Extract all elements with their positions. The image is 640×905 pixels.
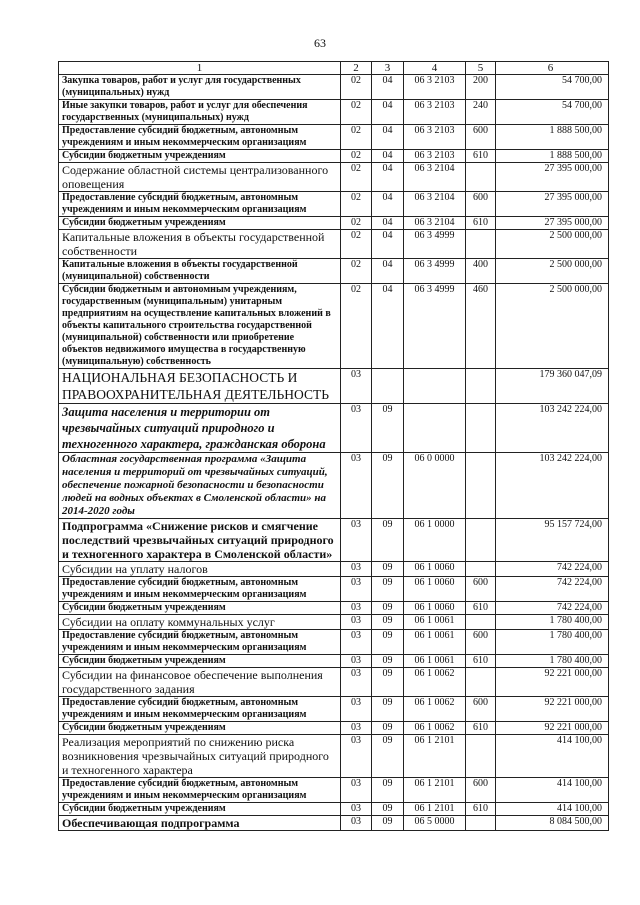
row-subsection-cell: 09 — [372, 602, 404, 615]
table-header-row — [59, 62, 609, 75]
row-target-code-cell: 06 1 0062 — [404, 697, 466, 722]
row-amount-cell: 92 221 000,00 — [496, 722, 609, 735]
row-subsection-cell: 04 — [372, 192, 404, 217]
row-expense-type-cell: 600 — [466, 778, 496, 803]
row-name-cell: Защита населения и территории от чрезвычайных ситуаций природного и техногенного характера, гражданская оборона — [59, 404, 341, 453]
table-row — [59, 453, 609, 519]
row-section-cell: 03 — [341, 816, 372, 831]
row-subsection-cell: 04 — [372, 217, 404, 230]
row-target-code-cell: 06 1 0061 — [404, 630, 466, 655]
row-name-cell: Субсидии бюджетным учреждениям — [59, 803, 341, 816]
row-expense-type-cell: 610 — [466, 803, 496, 816]
row-subsection-cell: 09 — [372, 668, 404, 697]
row-target-code-cell — [404, 404, 466, 453]
row-subsection-cell: 04 — [372, 75, 404, 100]
row-expense-type-cell — [466, 369, 496, 404]
header-col-1: 1 — [59, 62, 341, 75]
row-section-cell: 03 — [341, 655, 372, 668]
row-section-cell: 03 — [341, 697, 372, 722]
row-target-code-cell: 06 1 2101 — [404, 778, 466, 803]
row-name-cell: Субсидии на оплату коммунальных услуг — [59, 615, 341, 630]
row-subsection-cell: 09 — [372, 655, 404, 668]
row-target-code-cell: 06 3 2104 — [404, 163, 466, 192]
table-row — [59, 602, 609, 615]
row-target-code-cell: 06 1 0062 — [404, 722, 466, 735]
row-amount-cell: 27 395 000,00 — [496, 217, 609, 230]
row-name-cell: Субсидии бюджетным и автономным учреждениям, государственным (муниципальным) унитарным предприятиям на осуществление капитальных вложений в объекты капитального строительства государственной (муниципальной) собственности или приобретение объектов недвижимого имущества в государственную (муниципальную) собственность — [59, 284, 341, 369]
table-row — [59, 404, 609, 453]
row-expense-type-cell — [466, 816, 496, 831]
table-row — [59, 125, 609, 150]
row-name-cell: Субсидии бюджетным учреждениям — [59, 722, 341, 735]
row-target-code-cell: 06 1 0062 — [404, 668, 466, 697]
row-subsection-cell: 09 — [372, 562, 404, 577]
table-row — [59, 735, 609, 778]
row-target-code-cell: 06 1 0061 — [404, 655, 466, 668]
row-subsection-cell: 04 — [372, 125, 404, 150]
row-section-cell: 02 — [341, 284, 372, 369]
row-amount-cell: 27 395 000,00 — [496, 192, 609, 217]
row-expense-type-cell — [466, 163, 496, 192]
row-target-code-cell: 06 3 2103 — [404, 125, 466, 150]
row-subsection-cell: 09 — [372, 803, 404, 816]
row-subsection-cell: 04 — [372, 163, 404, 192]
row-target-code-cell: 06 1 0061 — [404, 615, 466, 630]
row-target-code-cell — [404, 369, 466, 404]
row-subsection-cell: 09 — [372, 577, 404, 602]
row-name-cell: Предоставление субсидий бюджетным, автономным учреждениям и иным некоммерческим организациям — [59, 697, 341, 722]
table-row — [59, 369, 609, 404]
row-target-code-cell: 06 1 0060 — [404, 562, 466, 577]
row-subsection-cell: 09 — [372, 778, 404, 803]
row-section-cell: 03 — [341, 803, 372, 816]
row-section-cell: 03 — [341, 668, 372, 697]
row-target-code-cell: 06 1 2101 — [404, 735, 466, 778]
budget-table — [58, 61, 609, 831]
row-name-cell: Областная государственная программа «Защита населения и территорий от чрезвычайных ситуаций, обеспечение пожарной безопасности и безопасности людей на водных объектах в Смоленской области» на 2014-2020 годы — [59, 453, 341, 519]
row-name-cell: Содержание областной системы централизованного оповещения — [59, 163, 341, 192]
table-row — [59, 519, 609, 562]
row-target-code-cell: 06 5 0000 — [404, 816, 466, 831]
row-target-code-cell: 06 3 2104 — [404, 192, 466, 217]
table-row — [59, 75, 609, 100]
row-expense-type-cell — [466, 562, 496, 577]
table-row — [59, 192, 609, 217]
row-name-cell: Субсидии бюджетным учреждениям — [59, 655, 341, 668]
row-name-cell: Предоставление субсидий бюджетным, автономным учреждениям и иным некоммерческим организациям — [59, 192, 341, 217]
row-target-code-cell: 06 1 0000 — [404, 519, 466, 562]
row-expense-type-cell — [466, 404, 496, 453]
row-expense-type-cell: 400 — [466, 259, 496, 284]
row-target-code-cell: 06 3 4999 — [404, 284, 466, 369]
row-name-cell: Подпрограмма «Снижение рисков и смягчение последствий чрезвычайных ситуаций природного и техногенного характера в Смоленской области» — [59, 519, 341, 562]
row-subsection-cell — [372, 369, 404, 404]
row-expense-type-cell: 600 — [466, 577, 496, 602]
header-col-3: 3 — [372, 62, 404, 75]
row-section-cell: 03 — [341, 778, 372, 803]
row-expense-type-cell: 200 — [466, 75, 496, 100]
row-section-cell: 03 — [341, 630, 372, 655]
row-target-code-cell: 06 3 2103 — [404, 75, 466, 100]
row-expense-type-cell: 610 — [466, 655, 496, 668]
row-expense-type-cell: 600 — [466, 125, 496, 150]
row-subsection-cell: 09 — [372, 615, 404, 630]
row-amount-cell: 92 221 000,00 — [496, 697, 609, 722]
row-amount-cell: 103 242 224,00 — [496, 404, 609, 453]
row-target-code-cell: 06 0 0000 — [404, 453, 466, 519]
table-row — [59, 217, 609, 230]
row-expense-type-cell — [466, 519, 496, 562]
row-subsection-cell: 04 — [372, 230, 404, 259]
row-target-code-cell: 06 3 2103 — [404, 150, 466, 163]
row-name-cell: Субсидии на уплату налогов — [59, 562, 341, 577]
row-amount-cell: 414 100,00 — [496, 803, 609, 816]
row-amount-cell: 1 888 500,00 — [496, 125, 609, 150]
row-amount-cell: 27 395 000,00 — [496, 163, 609, 192]
row-section-cell: 03 — [341, 369, 372, 404]
row-name-cell: Капитальные вложения в объекты государственной (муниципальной) собственности — [59, 259, 341, 284]
row-section-cell: 03 — [341, 577, 372, 602]
row-subsection-cell: 09 — [372, 519, 404, 562]
row-target-code-cell: 06 1 2101 — [404, 803, 466, 816]
table-row — [59, 562, 609, 577]
row-expense-type-cell: 610 — [466, 150, 496, 163]
row-expense-type-cell: 600 — [466, 630, 496, 655]
table-row — [59, 615, 609, 630]
row-name-cell: Предоставление субсидий бюджетным, автономным учреждениям и иным некоммерческим организациям — [59, 630, 341, 655]
header-col-5: 5 — [466, 62, 496, 75]
row-expense-type-cell: 460 — [466, 284, 496, 369]
row-subsection-cell: 09 — [372, 722, 404, 735]
row-section-cell: 03 — [341, 735, 372, 778]
row-amount-cell: 1 780 400,00 — [496, 615, 609, 630]
row-name-cell: Предоставление субсидий бюджетным, автономным учреждениям и иным некоммерческим организациям — [59, 778, 341, 803]
row-section-cell: 02 — [341, 100, 372, 125]
row-section-cell: 02 — [341, 230, 372, 259]
row-section-cell: 03 — [341, 722, 372, 735]
table-row — [59, 163, 609, 192]
header-col-6: 6 — [496, 62, 609, 75]
row-section-cell: 02 — [341, 75, 372, 100]
row-section-cell: 03 — [341, 615, 372, 630]
row-section-cell: 02 — [341, 163, 372, 192]
row-amount-cell: 95 157 724,00 — [496, 519, 609, 562]
row-section-cell: 03 — [341, 562, 372, 577]
row-expense-type-cell — [466, 668, 496, 697]
row-name-cell: Реализация мероприятий по снижению риска возникновения чрезвычайных ситуаций природного и техногенного характера — [59, 735, 341, 778]
row-section-cell: 02 — [341, 217, 372, 230]
row-amount-cell: 414 100,00 — [496, 735, 609, 778]
row-section-cell: 02 — [341, 150, 372, 163]
row-subsection-cell: 04 — [372, 100, 404, 125]
table-row — [59, 100, 609, 125]
row-amount-cell: 414 100,00 — [496, 778, 609, 803]
table-row — [59, 150, 609, 163]
row-expense-type-cell: 610 — [466, 602, 496, 615]
row-name-cell: Субсидии бюджетным учреждениям — [59, 217, 341, 230]
row-name-cell: Субсидии бюджетным учреждениям — [59, 150, 341, 163]
header-col-4: 4 — [404, 62, 466, 75]
row-subsection-cell: 04 — [372, 259, 404, 284]
row-target-code-cell: 06 3 4999 — [404, 230, 466, 259]
row-amount-cell: 179 360 047,09 — [496, 369, 609, 404]
header-col-2: 2 — [341, 62, 372, 75]
row-amount-cell: 2 500 000,00 — [496, 259, 609, 284]
row-name-cell: НАЦИОНАЛЬНАЯ БЕЗОПАСНОСТЬ И ПРАВООХРАНИТЕЛЬНАЯ ДЕЯТЕЛЬНОСТЬ — [59, 369, 341, 404]
row-subsection-cell: 04 — [372, 150, 404, 163]
table-row — [59, 722, 609, 735]
row-name-cell: Предоставление субсидий бюджетным, автономным учреждениям и иным некоммерческим организациям — [59, 577, 341, 602]
row-amount-cell: 54 700,00 — [496, 75, 609, 100]
table-row — [59, 816, 609, 831]
row-subsection-cell: 09 — [372, 735, 404, 778]
row-target-code-cell: 06 1 0060 — [404, 602, 466, 615]
row-expense-type-cell: 610 — [466, 217, 496, 230]
row-amount-cell: 742 224,00 — [496, 602, 609, 615]
row-amount-cell: 742 224,00 — [496, 577, 609, 602]
table-row — [59, 259, 609, 284]
row-name-cell: Капитальные вложения в объекты государственной собственности — [59, 230, 341, 259]
row-expense-type-cell — [466, 453, 496, 519]
row-subsection-cell: 09 — [372, 816, 404, 831]
row-expense-type-cell — [466, 735, 496, 778]
row-amount-cell: 92 221 000,00 — [496, 668, 609, 697]
row-section-cell: 03 — [341, 519, 372, 562]
table-row — [59, 655, 609, 668]
row-name-cell: Обеспечивающая подпрограмма — [59, 816, 341, 831]
row-section-cell: 02 — [341, 192, 372, 217]
row-subsection-cell: 04 — [372, 284, 404, 369]
row-section-cell: 03 — [341, 602, 372, 615]
table-row — [59, 668, 609, 697]
row-section-cell: 02 — [341, 259, 372, 284]
row-section-cell: 03 — [341, 404, 372, 453]
row-expense-type-cell: 610 — [466, 722, 496, 735]
row-amount-cell: 742 224,00 — [496, 562, 609, 577]
table-row — [59, 577, 609, 602]
page-number: 63 — [314, 36, 326, 50]
row-subsection-cell: 09 — [372, 697, 404, 722]
table-row — [59, 230, 609, 259]
row-section-cell: 03 — [341, 453, 372, 519]
row-amount-cell: 103 242 224,00 — [496, 453, 609, 519]
row-name-cell: Субсидии бюджетным учреждениям — [59, 602, 341, 615]
row-amount-cell: 2 500 000,00 — [496, 230, 609, 259]
row-section-cell: 02 — [341, 125, 372, 150]
table-row — [59, 778, 609, 803]
row-name-cell: Закупка товаров, работ и услуг для государственных (муниципальных) нужд — [59, 75, 341, 100]
row-amount-cell: 1 780 400,00 — [496, 655, 609, 668]
row-target-code-cell: 06 1 0060 — [404, 577, 466, 602]
row-expense-type-cell: 600 — [466, 697, 496, 722]
row-name-cell: Субсидии на финансовое обеспечение выполнения государственного задания — [59, 668, 341, 697]
row-target-code-cell: 06 3 2103 — [404, 100, 466, 125]
row-subsection-cell: 09 — [372, 630, 404, 655]
table-row — [59, 284, 609, 369]
row-subsection-cell: 09 — [372, 404, 404, 453]
row-target-code-cell: 06 3 2104 — [404, 217, 466, 230]
row-name-cell: Предоставление субсидий бюджетным, автономным учреждениям и иным некоммерческим организациям — [59, 125, 341, 150]
row-expense-type-cell: 600 — [466, 192, 496, 217]
row-amount-cell: 54 700,00 — [496, 100, 609, 125]
row-amount-cell: 1 780 400,00 — [496, 630, 609, 655]
row-expense-type-cell: 240 — [466, 100, 496, 125]
table-row — [59, 697, 609, 722]
row-expense-type-cell — [466, 230, 496, 259]
row-amount-cell: 8 084 500,00 — [496, 816, 609, 831]
row-amount-cell: 2 500 000,00 — [496, 284, 609, 369]
row-subsection-cell: 09 — [372, 453, 404, 519]
row-name-cell: Иные закупки товаров, работ и услуг для обеспечения государственных (муниципальных) нужд — [59, 100, 341, 125]
row-amount-cell: 1 888 500,00 — [496, 150, 609, 163]
row-target-code-cell: 06 3 4999 — [404, 259, 466, 284]
row-expense-type-cell — [466, 615, 496, 630]
table-row — [59, 630, 609, 655]
table-row — [59, 803, 609, 816]
